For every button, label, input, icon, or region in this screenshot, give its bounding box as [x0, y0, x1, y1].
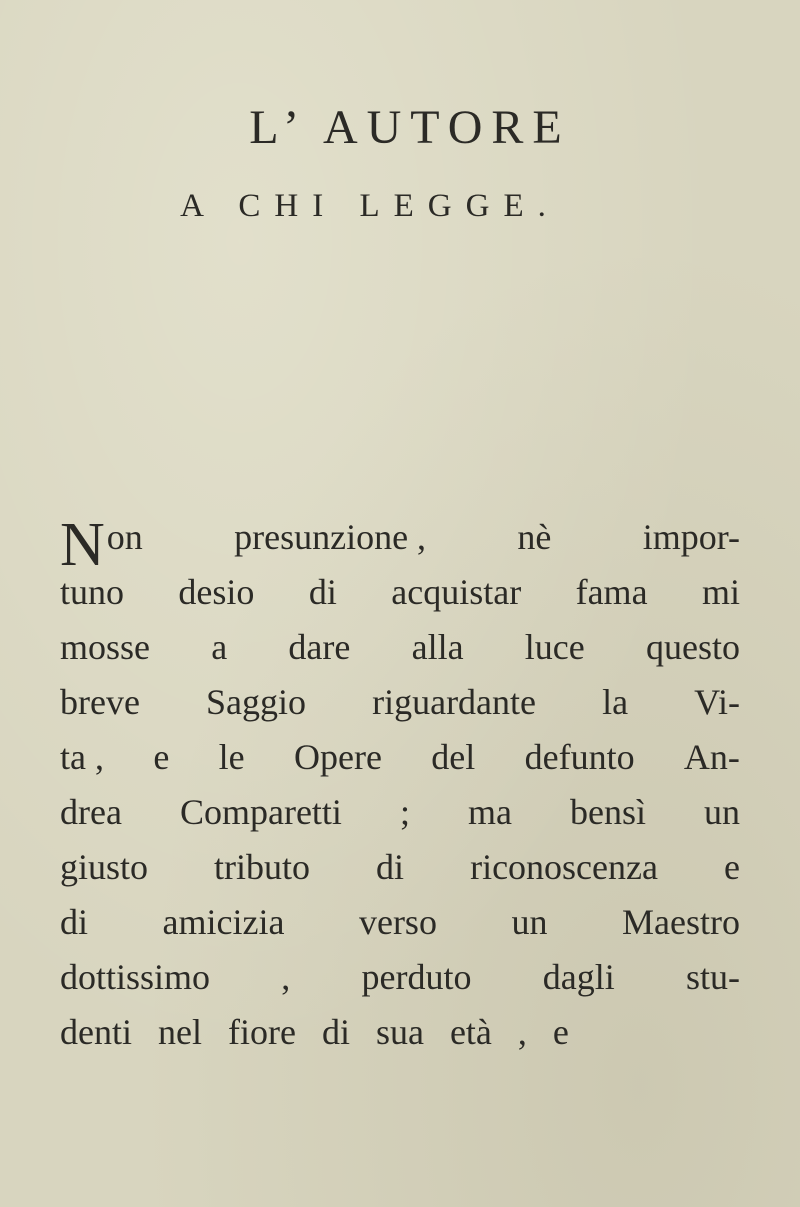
text-line — [60, 620, 740, 675]
word: acquistar — [391, 572, 522, 612]
word: presunzione , — [234, 517, 427, 557]
word: Vi- — [694, 682, 740, 722]
text-line — [60, 730, 740, 785]
text-line — [60, 675, 740, 730]
text-line — [60, 510, 740, 579]
word: le — [218, 737, 245, 777]
word: breve — [60, 682, 140, 722]
word: ma — [467, 792, 512, 832]
word: Comparetti — [179, 792, 342, 832]
word: impor- — [642, 517, 740, 557]
word: età — [449, 1012, 492, 1052]
word: dare — [288, 627, 351, 667]
page-subtitle: A CHI LEGGE. — [180, 188, 560, 224]
word: ; — [399, 792, 410, 832]
first-word — [60, 510, 143, 579]
word: un — [511, 902, 548, 942]
word: riconoscenza — [470, 847, 658, 887]
word: denti — [60, 1012, 132, 1052]
word: , — [281, 957, 291, 997]
word: nè — [517, 517, 552, 557]
word: fiore — [227, 1012, 296, 1052]
word: luce — [524, 627, 585, 667]
word: di — [308, 572, 337, 612]
word: un — [704, 792, 740, 832]
word: stu- — [685, 957, 740, 997]
text-line — [60, 895, 740, 950]
show-through-text — [60, 290, 760, 332]
word: verso — [358, 902, 437, 942]
word: e — [724, 847, 740, 887]
word: defunto — [524, 737, 635, 777]
word: fama — [575, 572, 648, 612]
word: drea — [60, 792, 122, 832]
word: sua — [375, 1012, 424, 1052]
word: Maestro — [621, 902, 740, 942]
word: bensì — [569, 792, 646, 832]
word: questo — [645, 627, 740, 667]
word: riguardante — [372, 682, 537, 722]
word: di — [60, 902, 89, 942]
text-line — [60, 785, 740, 840]
drop-cap: N — [60, 511, 105, 579]
word: a — [211, 627, 228, 667]
word: Saggio — [206, 682, 307, 722]
text-line — [60, 950, 740, 1005]
page-title: L’ AUTORE — [249, 101, 571, 154]
word: del — [431, 737, 476, 777]
word: alla — [411, 627, 464, 667]
word: nel — [157, 1012, 202, 1052]
word: mi — [701, 572, 740, 612]
word: , — [517, 1012, 527, 1052]
word: on — [106, 517, 143, 557]
word: desio — [178, 572, 255, 612]
word: di — [376, 847, 405, 887]
word: e — [552, 1012, 569, 1052]
word: An- — [683, 737, 740, 777]
body-paragraph — [60, 510, 740, 1060]
word: Opere — [293, 737, 382, 777]
word: ta , — [60, 737, 104, 777]
word: perduto — [361, 957, 472, 997]
word: amicizia — [162, 902, 285, 942]
word: di — [321, 1012, 350, 1052]
word: la — [602, 682, 629, 722]
word: mosse — [60, 627, 150, 667]
text-line — [60, 1005, 740, 1060]
word: dottissimo — [60, 957, 211, 997]
word: dagli — [542, 957, 615, 997]
word: e — [153, 737, 170, 777]
text-line — [60, 565, 740, 620]
text-line — [60, 840, 740, 895]
word: giusto — [60, 847, 149, 887]
word: tuno — [60, 572, 125, 612]
word: tributo — [214, 847, 311, 887]
